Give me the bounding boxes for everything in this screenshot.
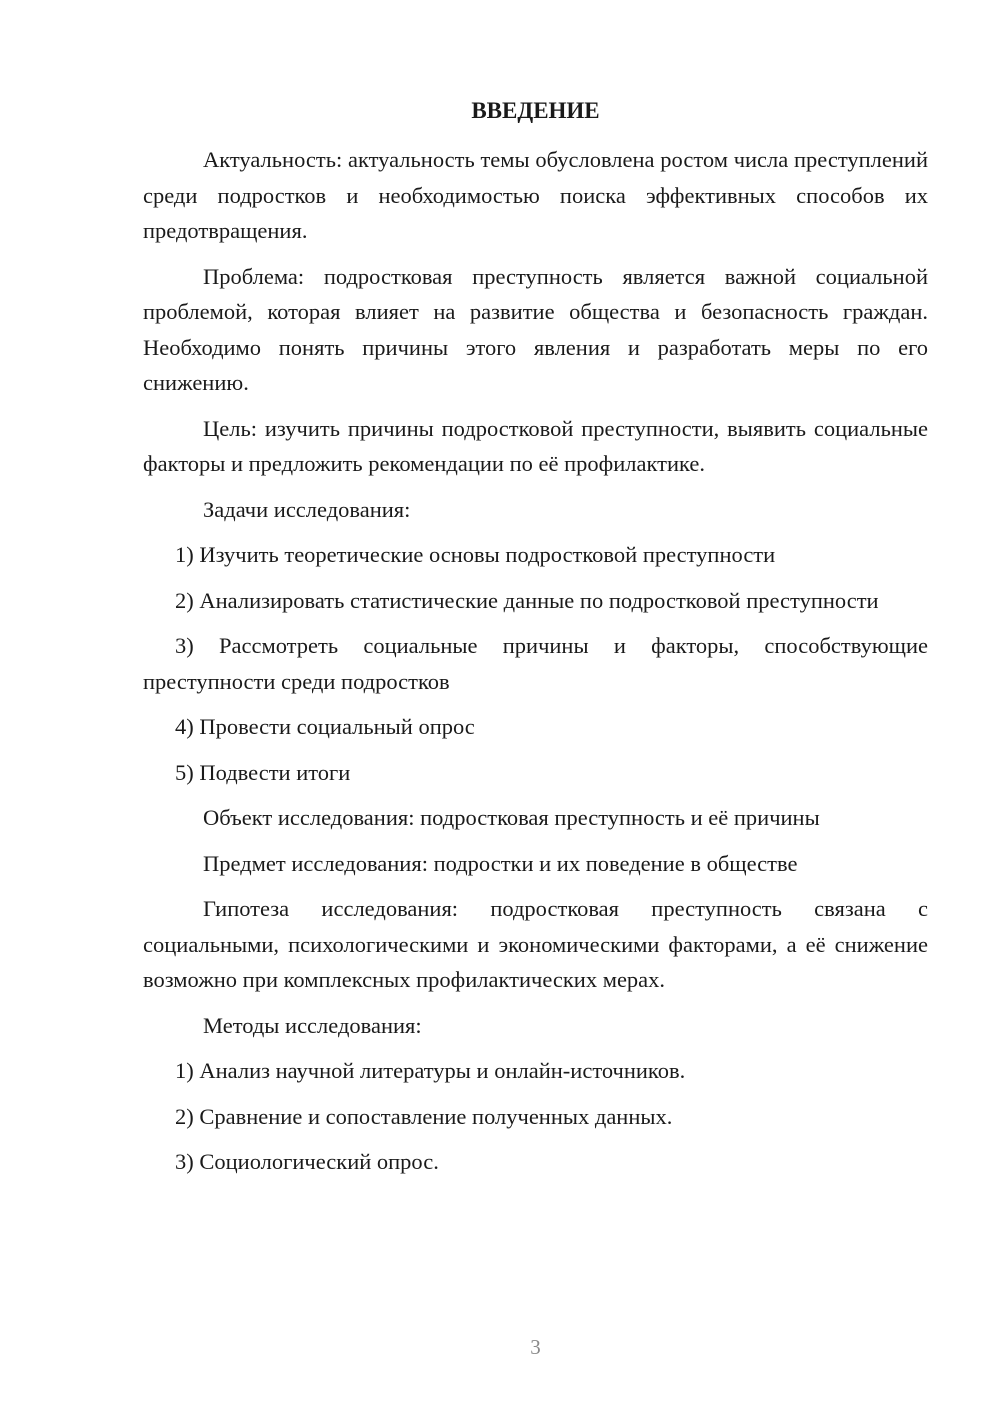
- section-heading: ВВЕДЕНИЕ: [471, 98, 600, 123]
- paragraph-methods-heading: Методы исследования:: [203, 1012, 422, 1038]
- paragraph-subject: Предмет исследования: подростки и их поведение в обществе: [203, 850, 798, 876]
- paragraph-problem: Проблема: подростковая преступность является важной социальной проблемой, которая влияет на развитие общества и безопасность граждан. Необходимо понять причины этого явления и разработать меры по его снижению.: [143, 263, 928, 395]
- list-item-task: 3) Рассмотреть социальные причины и факторы, способствующие преступности среди подростков: [143, 633, 928, 694]
- paragraph-hypothesis: Гипотеза исследования: подростковая преступность связана с социальными, психологическими и экономическими факторами, а её снижение возможно при комплексных профилактических мерах.: [143, 896, 928, 992]
- document-body: [143, 142, 928, 1190]
- list-item-method: 1) Анализ научной литературы и онлайн-источников.: [175, 1058, 686, 1083]
- list-item-task: 4) Провести социальный опрос: [175, 714, 475, 739]
- list-item-task: 2) Анализировать статистические данные по подростковой преступности: [175, 587, 879, 613]
- list-item-method: 3) Социологический опрос.: [175, 1149, 439, 1174]
- paragraph-goal: Цель: изучить причины подростковой преступности, выявить социальные факторы и предложить рекомендации по её профилактике.: [143, 415, 928, 476]
- paragraph-tasks-heading: Задачи исследования:: [203, 496, 411, 522]
- paragraph-object: Объект исследования: подростковая преступность и её причины: [203, 805, 820, 830]
- document-page: [143, 0, 928, 1414]
- page-number: 3: [530, 1335, 541, 1359]
- list-item-task: 5) Подвести итоги: [175, 759, 351, 785]
- list-item-task: 1) Изучить теоретические основы подростковой преступности: [175, 542, 776, 567]
- paragraph-relevance: Актуальность: актуальность темы обусловлена ростом числа преступлений среди подростков и необходимостью поиска эффективных способов их предотвращения.: [143, 147, 928, 243]
- list-item-method: 2) Сравнение и сопоставление полученных данных.: [175, 1103, 673, 1129]
